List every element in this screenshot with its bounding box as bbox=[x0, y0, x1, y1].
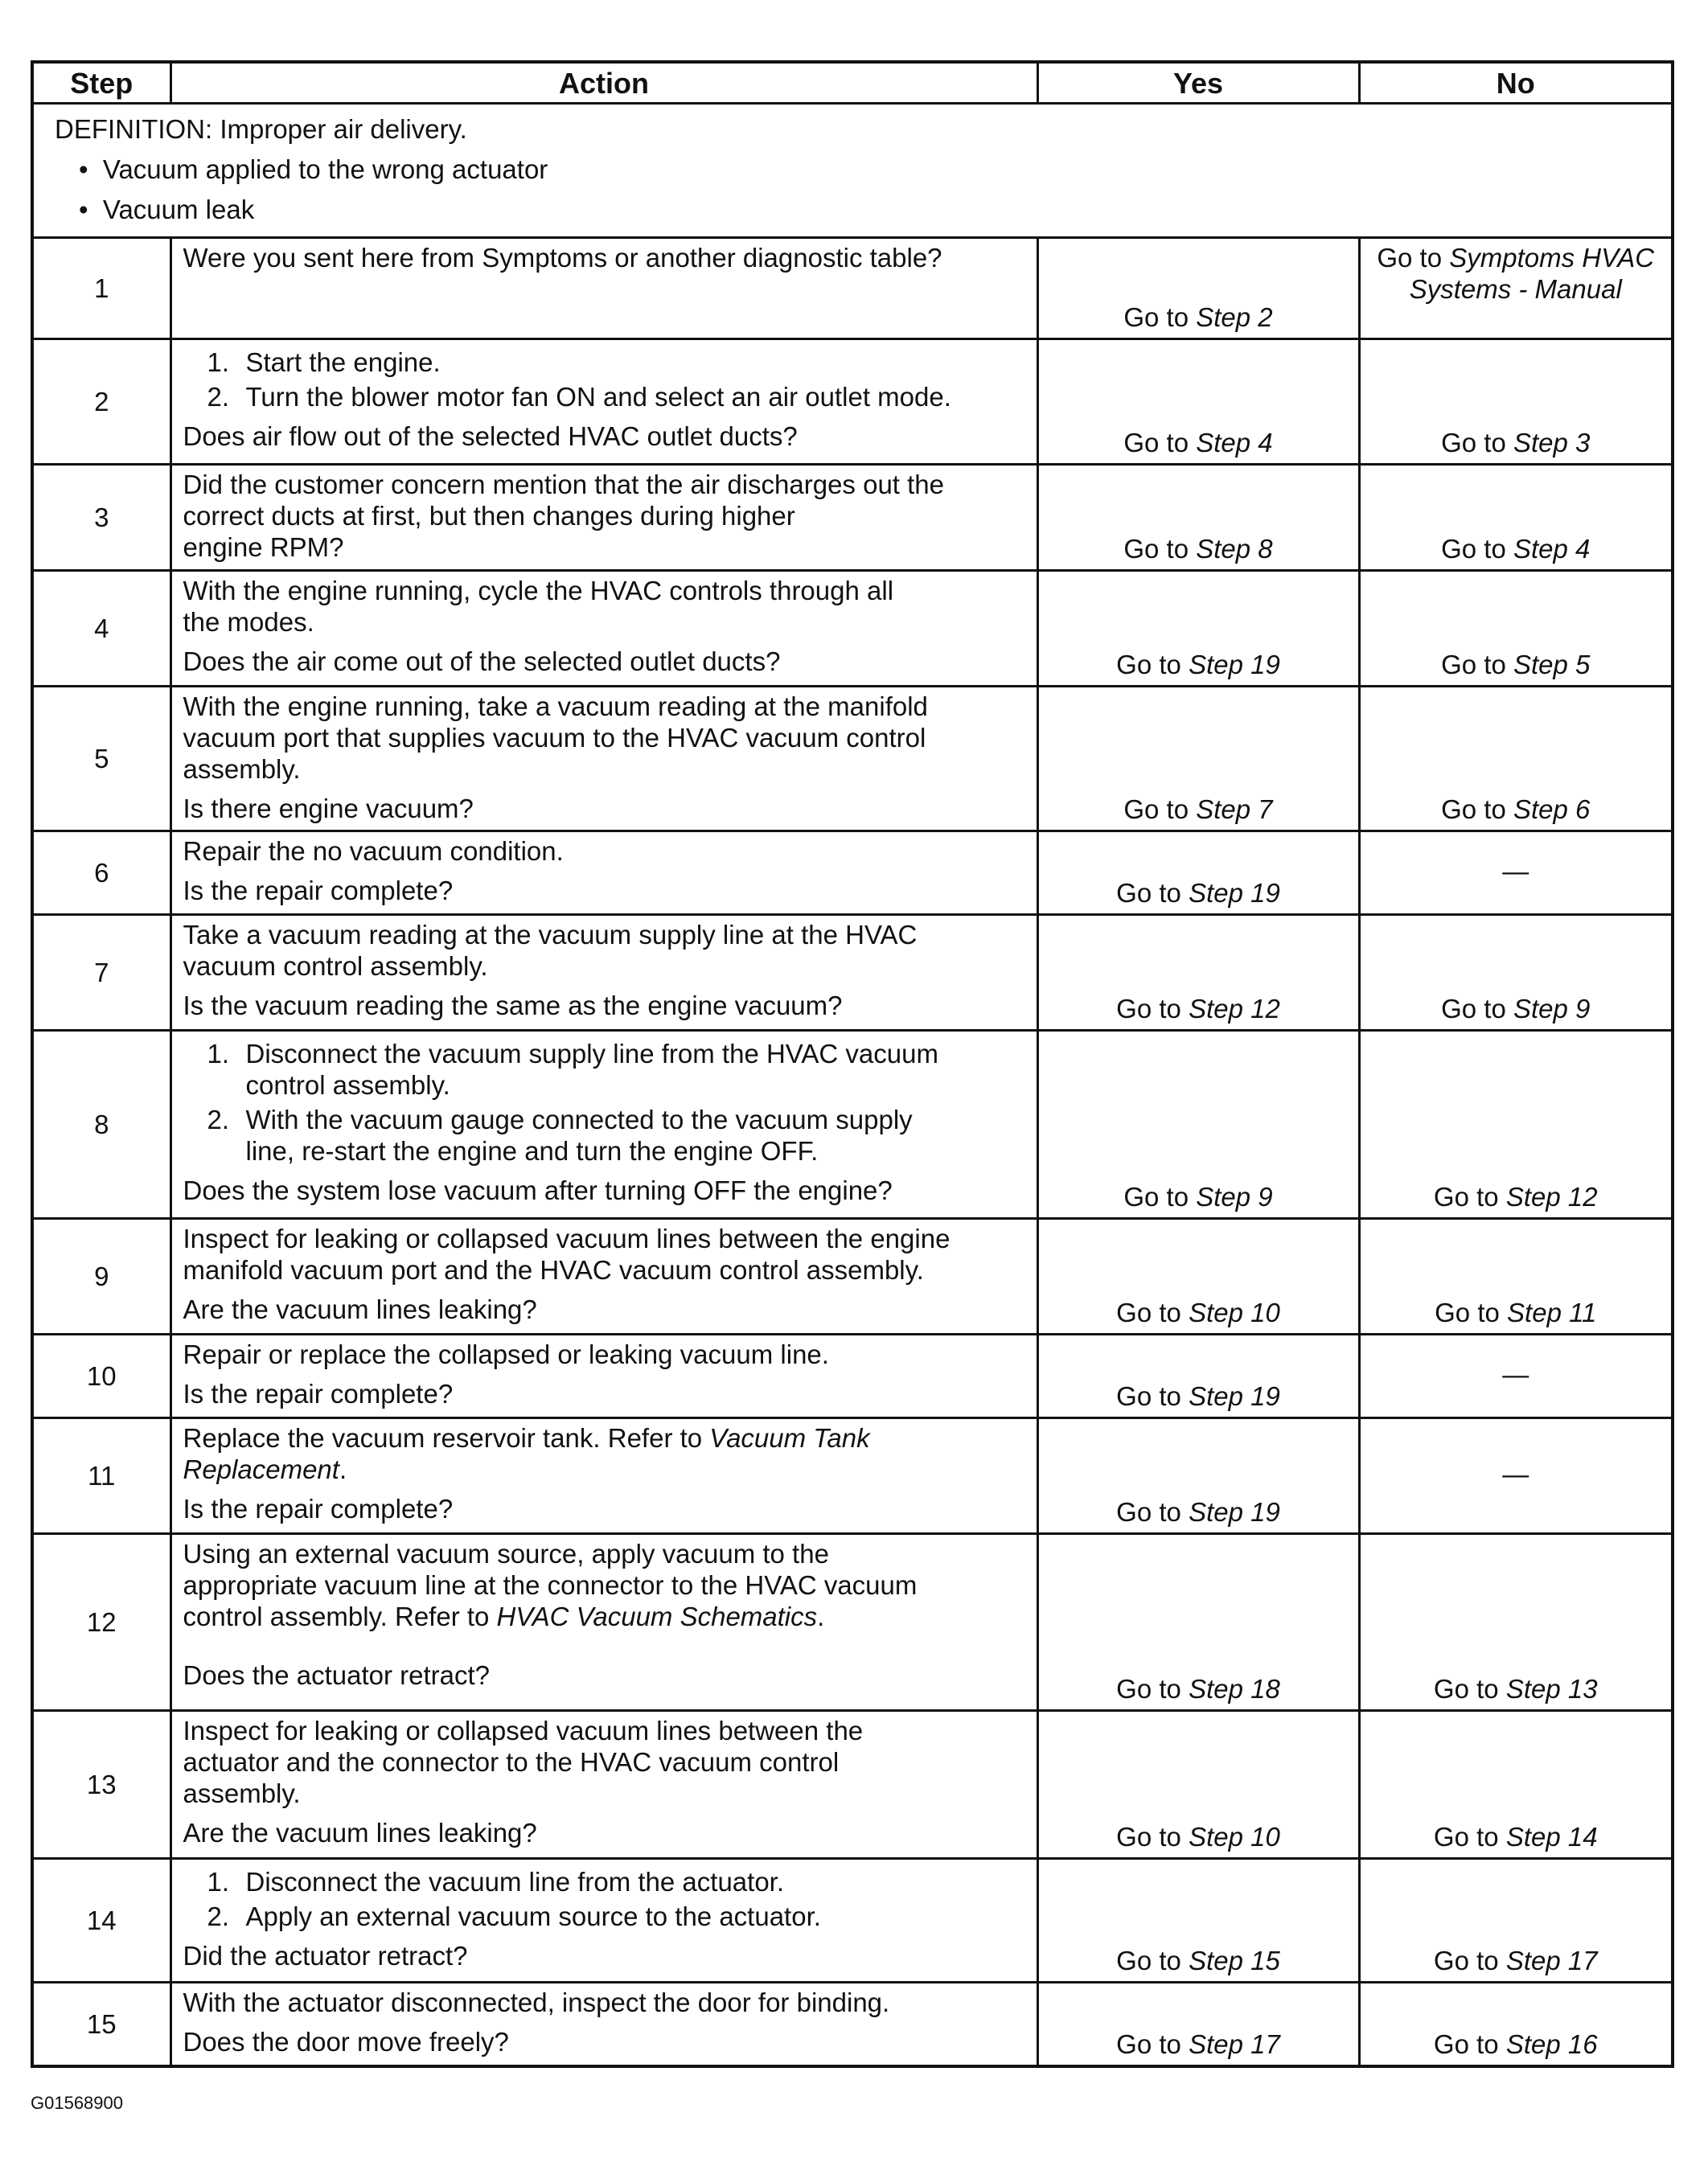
step-number: 13 bbox=[32, 1711, 170, 1859]
action-text: vacuum control assembly. bbox=[183, 951, 488, 981]
table-row bbox=[32, 1219, 1673, 1335]
action-cell bbox=[170, 1031, 1037, 1219]
no-cell-dash: — bbox=[1359, 1418, 1673, 1534]
no-goto-link[interactable]: Go to Step 9 bbox=[1441, 994, 1591, 1024]
step-number: 2 bbox=[32, 339, 170, 465]
action-text: Were you sent here from Symptoms or another diagnostic table? bbox=[183, 243, 942, 273]
yes-goto-link[interactable]: Go to Step 8 bbox=[1123, 534, 1273, 564]
yes-cell bbox=[1037, 1418, 1359, 1534]
no-goto-link[interactable]: Go to Step 5 bbox=[1441, 650, 1591, 679]
action-question: Is there engine vacuum? bbox=[183, 794, 474, 823]
action-cell bbox=[170, 1711, 1037, 1859]
action-question: Are the vacuum lines leaking? bbox=[183, 1294, 537, 1324]
yes-cell bbox=[1037, 1859, 1359, 1983]
action-text: Inspect for leaking or collapsed vacuum lines between the bbox=[183, 1716, 864, 1746]
action-cell bbox=[170, 687, 1037, 831]
no-cell bbox=[1359, 1219, 1673, 1335]
yes-goto-link[interactable]: Go to Step 19 bbox=[1116, 878, 1280, 908]
yes-goto-link[interactable]: Go to Step 12 bbox=[1116, 994, 1280, 1024]
no-cell bbox=[1359, 1983, 1673, 2066]
yes-goto-link[interactable]: Go to Step 19 bbox=[1116, 1381, 1280, 1411]
action-cell bbox=[170, 1418, 1037, 1534]
action-text: With the engine running, cycle the HVAC controls through all bbox=[183, 576, 894, 605]
action-cell bbox=[170, 1219, 1037, 1335]
no-goto-link[interactable]: Go to Step 3 bbox=[1441, 428, 1591, 457]
table-row bbox=[32, 1418, 1673, 1534]
action-cell bbox=[170, 1335, 1037, 1418]
no-goto-link[interactable]: Go to Step 12 bbox=[1433, 1182, 1598, 1212]
no-cell bbox=[1359, 465, 1673, 571]
yes-goto-link[interactable]: Go to Step 9 bbox=[1123, 1182, 1273, 1212]
definition-bullet: • Vacuum leak bbox=[79, 195, 255, 224]
yes-cell bbox=[1037, 571, 1359, 687]
table-row bbox=[32, 1335, 1673, 1418]
action-text: Inspect for leaking or collapsed vacuum lines between the engine bbox=[183, 1224, 950, 1253]
action-question: Does air flow out of the selected HVAC outlet ducts? bbox=[183, 421, 798, 451]
action-text: manifold vacuum port and the HVAC vacuum control assembly. bbox=[183, 1255, 924, 1285]
no-cell bbox=[1359, 339, 1673, 465]
table-row bbox=[32, 238, 1673, 339]
action-cell bbox=[170, 339, 1037, 465]
step-number: 9 bbox=[32, 1219, 170, 1335]
numbered-step: 1. Disconnect the vacuum line from the actuator. bbox=[207, 1867, 785, 1897]
no-cell bbox=[1359, 238, 1673, 339]
action-text: control assembly. Refer to HVAC Vacuum Schematics. bbox=[183, 1602, 825, 1631]
yes-cell bbox=[1037, 238, 1359, 339]
action-question: Is the repair complete? bbox=[183, 876, 454, 905]
action-cell bbox=[170, 571, 1037, 687]
yes-goto-link[interactable]: Go to Step 2 bbox=[1123, 302, 1273, 332]
table-row bbox=[32, 1534, 1673, 1711]
action-cell bbox=[170, 831, 1037, 915]
header-yes: Yes bbox=[1037, 62, 1359, 104]
action-cell bbox=[170, 1983, 1037, 2066]
table-row bbox=[32, 687, 1673, 831]
action-text: Replacement. bbox=[183, 1454, 347, 1484]
step-number: 8 bbox=[32, 1031, 170, 1219]
yes-cell bbox=[1037, 339, 1359, 465]
yes-goto-link[interactable]: Go to Step 15 bbox=[1116, 1946, 1280, 1975]
action-text: engine RPM? bbox=[183, 532, 344, 562]
header-no: No bbox=[1359, 62, 1673, 104]
diagnostic-table bbox=[31, 60, 1674, 2068]
no-goto-link[interactable]: Go to Symptoms HVAC Systems - Manual bbox=[1377, 243, 1655, 304]
no-cell bbox=[1359, 1859, 1673, 1983]
action-text: assembly. bbox=[183, 754, 301, 784]
no-goto-link[interactable]: Go to Step 14 bbox=[1433, 1822, 1598, 1852]
step-number: 7 bbox=[32, 915, 170, 1031]
action-text: vacuum port that supplies vacuum to the HVAC vacuum control bbox=[183, 723, 926, 753]
yes-goto-link[interactable]: Go to Step 19 bbox=[1116, 650, 1280, 679]
no-cell bbox=[1359, 687, 1673, 831]
no-cell bbox=[1359, 1534, 1673, 1711]
action-text: With the actuator disconnected, inspect the door for binding. bbox=[183, 1988, 890, 2017]
action-text: assembly. bbox=[183, 1778, 301, 1808]
yes-cell bbox=[1037, 1335, 1359, 1418]
no-cell bbox=[1359, 571, 1673, 687]
yes-goto-link[interactable]: Go to Step 4 bbox=[1123, 428, 1273, 457]
action-text: Using an external vacuum source, apply vacuum to the bbox=[183, 1539, 829, 1569]
yes-cell bbox=[1037, 1711, 1359, 1859]
action-text: actuator and the connector to the HVAC vacuum control bbox=[183, 1747, 840, 1777]
yes-cell bbox=[1037, 465, 1359, 571]
reference-link[interactable]: HVAC Vacuum Schematics bbox=[496, 1602, 818, 1631]
table-row bbox=[32, 1031, 1673, 1219]
no-cell-dash: — bbox=[1359, 831, 1673, 915]
step-number: 1 bbox=[32, 238, 170, 339]
step-number: 5 bbox=[32, 687, 170, 831]
numbered-step: 2. Apply an external vacuum source to the actuator. bbox=[207, 1901, 821, 1931]
diagnostic-table-sheet bbox=[31, 60, 1671, 2068]
table-row bbox=[32, 915, 1673, 1031]
yes-cell bbox=[1037, 687, 1359, 831]
no-cell bbox=[1359, 1031, 1673, 1219]
header-row bbox=[32, 62, 1673, 104]
definition-title: DEFINITION: Improper air delivery. bbox=[55, 114, 467, 144]
no-goto-link[interactable]: Go to Step 17 bbox=[1433, 1946, 1598, 1975]
yes-goto-link[interactable]: Go to Step 18 bbox=[1116, 1674, 1280, 1704]
yes-cell bbox=[1037, 1983, 1359, 2066]
definition-row bbox=[32, 104, 1673, 238]
action-question: Is the vacuum reading the same as the engine vacuum? bbox=[183, 991, 843, 1020]
action-text: correct ducts at first, but then changes during higher bbox=[183, 501, 795, 531]
yes-cell bbox=[1037, 1031, 1359, 1219]
step-number: 12 bbox=[32, 1534, 170, 1711]
step-number: 11 bbox=[32, 1418, 170, 1534]
action-text: Repair or replace the collapsed or leaking vacuum line. bbox=[183, 1339, 829, 1369]
step-number: 4 bbox=[32, 571, 170, 687]
definition-cell bbox=[32, 104, 1673, 238]
table-row bbox=[32, 465, 1673, 571]
yes-cell bbox=[1037, 915, 1359, 1031]
action-text: Replace the vacuum reservoir tank. Refer to Vacuum Tank bbox=[183, 1423, 870, 1453]
header-action: Action bbox=[170, 62, 1037, 104]
action-question: Does the door move freely? bbox=[183, 2027, 509, 2057]
table-row bbox=[32, 339, 1673, 465]
step-number: 15 bbox=[32, 1983, 170, 2066]
action-text: appropriate vacuum line at the connector to the HVAC vacuum bbox=[183, 1570, 918, 1600]
yes-goto-link[interactable]: Go to Step 10 bbox=[1116, 1298, 1280, 1327]
yes-goto-link[interactable]: Go to Step 19 bbox=[1116, 1497, 1280, 1527]
table-row bbox=[32, 1711, 1673, 1859]
yes-cell bbox=[1037, 831, 1359, 915]
action-cell bbox=[170, 1859, 1037, 1983]
action-question: Are the vacuum lines leaking? bbox=[183, 1818, 537, 1848]
table-row bbox=[32, 571, 1673, 687]
step-number: 6 bbox=[32, 831, 170, 915]
no-goto-link[interactable]: Go to Step 4 bbox=[1441, 534, 1591, 564]
action-cell bbox=[170, 238, 1037, 339]
reference-link[interactable]: Replacement bbox=[183, 1454, 339, 1484]
action-question: Does the air come out of the selected outlet ducts? bbox=[183, 646, 781, 676]
yes-cell bbox=[1037, 1219, 1359, 1335]
no-goto-link[interactable]: Go to Step 13 bbox=[1433, 1674, 1598, 1704]
table-row bbox=[32, 831, 1673, 915]
action-question: Did the actuator retract? bbox=[183, 1941, 468, 1971]
action-text: With the engine running, take a vacuum reading at the manifold bbox=[183, 691, 928, 721]
yes-goto-link[interactable]: Go to Step 7 bbox=[1123, 794, 1273, 824]
header-step: Step bbox=[32, 62, 170, 104]
action-text: Repair the no vacuum condition. bbox=[183, 836, 564, 866]
no-goto-link[interactable]: Go to Step 6 bbox=[1441, 794, 1591, 824]
action-cell bbox=[170, 465, 1037, 571]
numbered-step: 1. Disconnect the vacuum supply line from the HVAC vacuum control assembly. bbox=[207, 1039, 938, 1100]
action-question: Is the repair complete? bbox=[183, 1379, 454, 1409]
table-row bbox=[32, 1983, 1673, 2066]
action-cell bbox=[170, 915, 1037, 1031]
numbered-step: 1. Start the engine. bbox=[207, 347, 441, 377]
action-text: the modes. bbox=[183, 607, 314, 637]
action-text: Take a vacuum reading at the vacuum supply line at the HVAC bbox=[183, 920, 918, 950]
no-cell bbox=[1359, 1711, 1673, 1859]
action-cell bbox=[170, 1534, 1037, 1711]
action-question: Is the repair complete? bbox=[183, 1494, 454, 1524]
no-cell bbox=[1359, 915, 1673, 1031]
yes-cell bbox=[1037, 1534, 1359, 1711]
no-goto-link[interactable]: Go to Step 16 bbox=[1433, 2029, 1598, 2059]
table-row bbox=[32, 1859, 1673, 1983]
definition-bullet: • Vacuum applied to the wrong actuator bbox=[79, 154, 548, 184]
step-number: 14 bbox=[32, 1859, 170, 1983]
action-question: Does the actuator retract? bbox=[183, 1660, 491, 1690]
action-question: Does the system lose vacuum after turning OFF the engine? bbox=[183, 1175, 893, 1205]
reference-link[interactable]: Vacuum Tank bbox=[709, 1423, 870, 1453]
step-number: 3 bbox=[32, 465, 170, 571]
no-goto-link[interactable]: Go to Step 11 bbox=[1435, 1298, 1597, 1327]
figure-id: G01568900 bbox=[31, 2093, 123, 2113]
no-cell-dash: — bbox=[1359, 1335, 1673, 1418]
action-text: Did the customer concern mention that the air discharges out the bbox=[183, 470, 945, 499]
yes-goto-link[interactable]: Go to Step 17 bbox=[1116, 2029, 1280, 2059]
step-number: 10 bbox=[32, 1335, 170, 1418]
yes-goto-link[interactable]: Go to Step 10 bbox=[1116, 1822, 1280, 1852]
numbered-step: 2. With the vacuum gauge connected to the vacuum supply line, re-start the engine and turn the engine OFF. bbox=[207, 1105, 913, 1166]
numbered-step: 2. Turn the blower motor fan ON and select an air outlet mode. bbox=[207, 382, 951, 412]
